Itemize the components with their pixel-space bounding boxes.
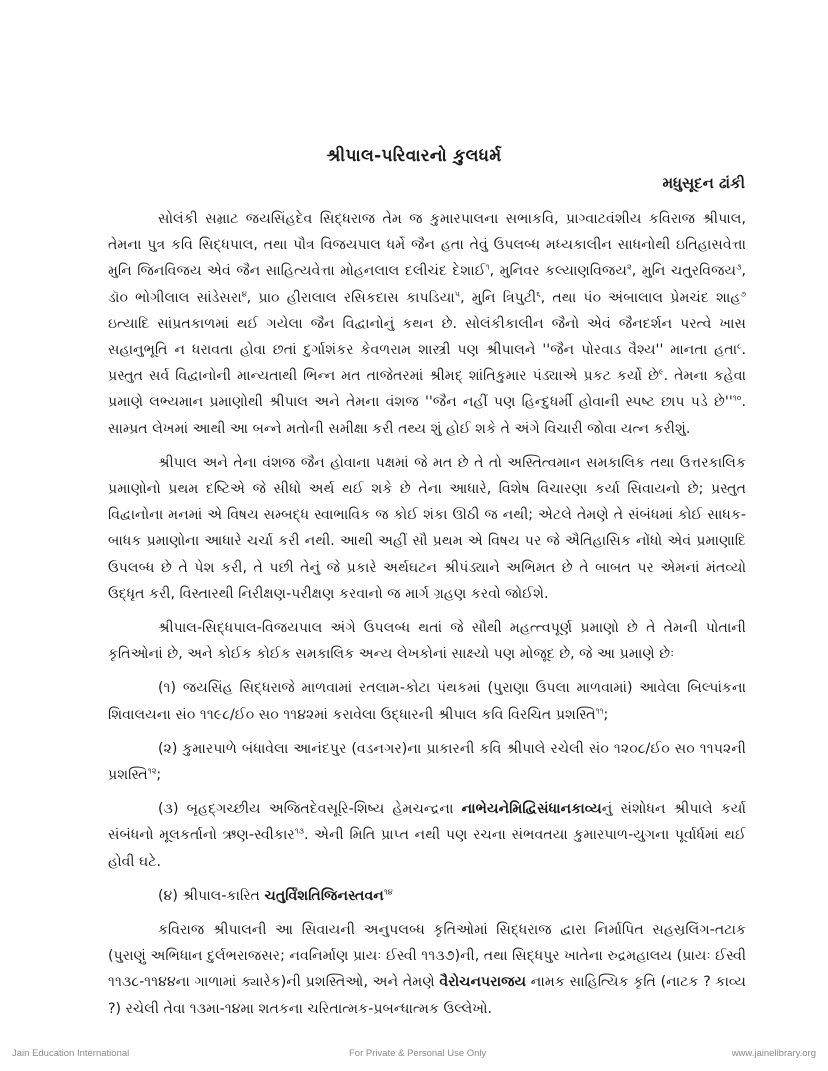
footnote-ref: ૯ [658,367,664,377]
paragraph-3: શ્રીપાલ-સિદ્ધપાલ-વિજયપાલ અંગે ઉપલબ્ધ થતાં જે સૌથી મહત્ત્વપૂર્ણ પ્રમાણો છે તે તેમની પોતાની કૃતિઓનાં છે, અને કોઈક કોઈક સમકાલિક અન્ય લેખકોનાં સાક્ષ્યો પણ મોજૂદ છે, જે આ પ્રમાણે છેઃ [108,620,746,663]
work-title: વૈરોચનપરાજય [439,974,527,991]
work-title: નાભેયનેમિદ્વિસંધાનકાવ્ય [461,801,602,818]
footnote-ref: ૨ [627,262,632,272]
author-name: મધુસૂદન ઢાંકી [662,174,745,192]
footnote-ref: ૩ [736,262,742,272]
footnote-ref: ૧૨ [147,766,157,776]
list-item-2: (૨) કુમારપાળે બંધાવેલા આનંદપુર (વડનગર)ના પ્રાકારની કવિ શ્રીપાલે રચેલી સં૦ ૧૨૦૮/ઈ૦ સ૦ ૧૧૫૨ની પ્રશસ્તિ$^{૧૨}$; [108,740,746,784]
list-item-1: (૧) જયસિંહ સિદ્ધરાજે માળવામાં રતલામ-કોટા પંથકમાં (પુરાણા ઉપલા માળવામાં) આવેલા બિલ્પાંકના શિવાલયના સં૦ ૧૧૯૮/ઈ૦ સ૦ ૧૧૪૨માં કરાવેલા ઉદ્ધારની શ્રીપાલ કવિ વિરચિત પ્રશસ્તિ$^{૧૧}$; [108,680,746,723]
footnote-ref: ૧ [485,262,490,272]
footnote-ref: ૭ [740,288,747,298]
footnote-ref: ૮ [737,341,742,351]
paragraph-2: શ્રીપાલ અને તેના વંશજ જૈન હોવાના પક્ષમાં જે મત છે તે તો અસ્તિત્વમાન સમકાલિક તથા ઉત્તરકાલિક પ્રમાણોનો પ્રથમ દષ્ટિએ જે સીધો અર્થ થઈ શકે છે તેના આધારે, વિશેષ વિચારણા કર્યા સિવાયનો છે; પ્રસ્તુત વિદ્વાનોના મનમાં એ વિષય સમ્બદ્ધ સ્વાભાવિક જ કોઈ શંકા ઊઠી જ નથી; એટલે તેમણે તે સંબંધમાં કોઈ સાધક-બાધક પ્રમાણોના આધારે ચર્ચા કરી નથી. આથી અહીં સૌ પ્રથમ એ વિષય પર જે ઐતિહાસિક નોંધો એવં પ્રમાણાદિ ઉપલબ્ધ છે તે પેશ કરી, તે પછી તેનું જે પ્રકારે અર્થઘટન શ્રીપંડ્યાને અભિમત છે તે બાબત પર એમનાં મંતવ્યો ઉદ્ધૃત કરી, વિસ્તારથી નિરીક્ષણ-પરીક્ષણ કરવાનો જ માર્ગ ગ્રહણ કરવો જોઈશે. [108,454,746,602]
footnote-ref: ૫ [454,288,461,298]
footnote-ref: ૧૧ [595,705,604,715]
paragraph-closing: કવિરાજ શ્રીપાલની આ સિવાયની અનુપલબ્ધ કૃતિઓમાં સિદ્ધરાજ દ્વારા નિર્માપિત સહસ્રલિંગ-તટાક (પુરાણું અભિધાન દુર્લભરાજસર; નવનિર્માણ પ્રાયઃ ઈસ્વી ૧૧૩૭)ની, તથા સિદ્ધપુર ખાતેના રુદ્રમહાલય (પ્રાયઃ ઈસ્વી ૧૧૩૮-૧૧૪૪ના ગાળામાં ક્યારેક)ની પ્રશસ્તિઓ, અને તેમણે વૈરોચનપરાજય નામક સાહિત્યિક કૃતિ (નાટક ? કાવ્ય ?) રચેલી તેવા ૧૩મા-૧૪મા શતકના ચરિતાત્મક-પ્રબન્ધાત્મક ઉલ્લેખો. [108,922,746,1017]
article-title: શ્રીપાલ-પરિવારનો કુલધર્મ [326,146,502,166]
list-item-4: (૪) શ્રીપાલ-કારિત ચતુર્વિંશતિજિનસ્તવન$^{૧૪}$ [158,887,393,904]
footer-publisher: Jain Education International [12,1048,130,1059]
paragraph-1: સોલંકી સમ્રાટ જયસિંહદેવ સિદ્ધરાજ તેમ જ કુમારપાલના સભાકવિ, પ્રાગ્વાટવંશીય કવિરાજ શ્રીપાલ, તેમના પુત્ર કવિ સિદ્ધપાલ, તથા પૌત્ર વિજયપાલ ધર્મે જૈન હતા તેવું ઉપલબ્ધ મધ્યકાલીન સાધનોથી ઇતિહાસવેત્તા મુનિ જિનવિજય એવં જૈન સાહિત્યવેત્તા મોહનલાલ દલીચંદ દેશાઈ$^૧$, મુનિવર કલ્યાણવિજય$^૨$, મુનિ ચતુરવિજય$^૩$, ડૉ૦ ભોગીલાલ સાંડેસરા$^૪$, પ્રા૦ હીરાલાલ રસિકદાસ કાપડિયા$^૫$, મુનિ ત્રિપુટી$^૬$, તથા પં૦ અંબાલાલ પ્રેમચંદ શાહ$^૭$ ઇત્યાદિ સાંપ્રતકાળમાં થઈ ગયેલા જૈન વિદ્વાનોનું કથન છે. સોલંકીકાલીન જૈનો એવં જૈનદર્શન પરત્વે ખાસ સહાનુભૂતિ ન ધરાવતા હોવા છતાં દુર્ગાશંકર કેવળરામ શાસ્ત્રી પણ શ્રીપાલને ''જૈન પોરવાડ વૈશ્ય'' માનતા હતા$^૮$. પ્રસ્તુત સર્વ વિદ્વાનોની માન્યતાથી ભિન્ન મત તાજેતરમાં શ્રીમદ્ શાંતિકુમાર પંડ્યાએ પ્રકટ કર્યો છે$^૯$. તેમના કહેવા પ્રમાણે લભ્યમાન પ્રમાણોથી શ્રીપાલ અને તેમના વંશજ ''જૈન નહીં પણ હિન્દુધર્મી હોવાની સ્પષ્ટ છાપ પડે $છે''^{૧૦}$. સામ્પ્રત લેખમાં આથી આ બન્ને મતોની સમીક્ષા કરી તથ્ય શું હોઈ શકે તે અંગે વિચારી જોવા યત્ન કરીશું. [108,211,747,437]
footnote-ref: ૧૦ [732,393,742,403]
footer-website-link[interactable]: www.jainelibrary.org [731,1048,816,1059]
list-item-3: (૩) બૃહદ્ગચ્છીય અજિતદેવસૂરિ-શિષ્ય હેમચન્દ્રના નાભેયનેમિદ્વિસંધાનકાવ્યનું સંશોધન શ્રીપાલે કર્યા સંબંધનો મૂલકર્તાનો ઋણ-સ્વીકાર$^{૧૩}$. એની મિતિ પ્રાપ્ત નથી પણ રચના સંભવતયા કુમારપાળ-યુગના પૂર્વાર્ધમાં થઈ હોવી ઘટે. [108,801,746,870]
footnote-ref: ૪ [241,288,247,298]
work-title: ચતુર્વિંશતિજિનસ્તવન [264,887,384,904]
footer-usage-note: For Private & Personal Use Only [349,1048,487,1059]
footnote-ref: ૬ [536,288,541,298]
footnote-ref: ૧૪ [383,887,393,897]
footnote-ref: ૧૩ [294,826,304,836]
article-body [108,206,746,1022]
